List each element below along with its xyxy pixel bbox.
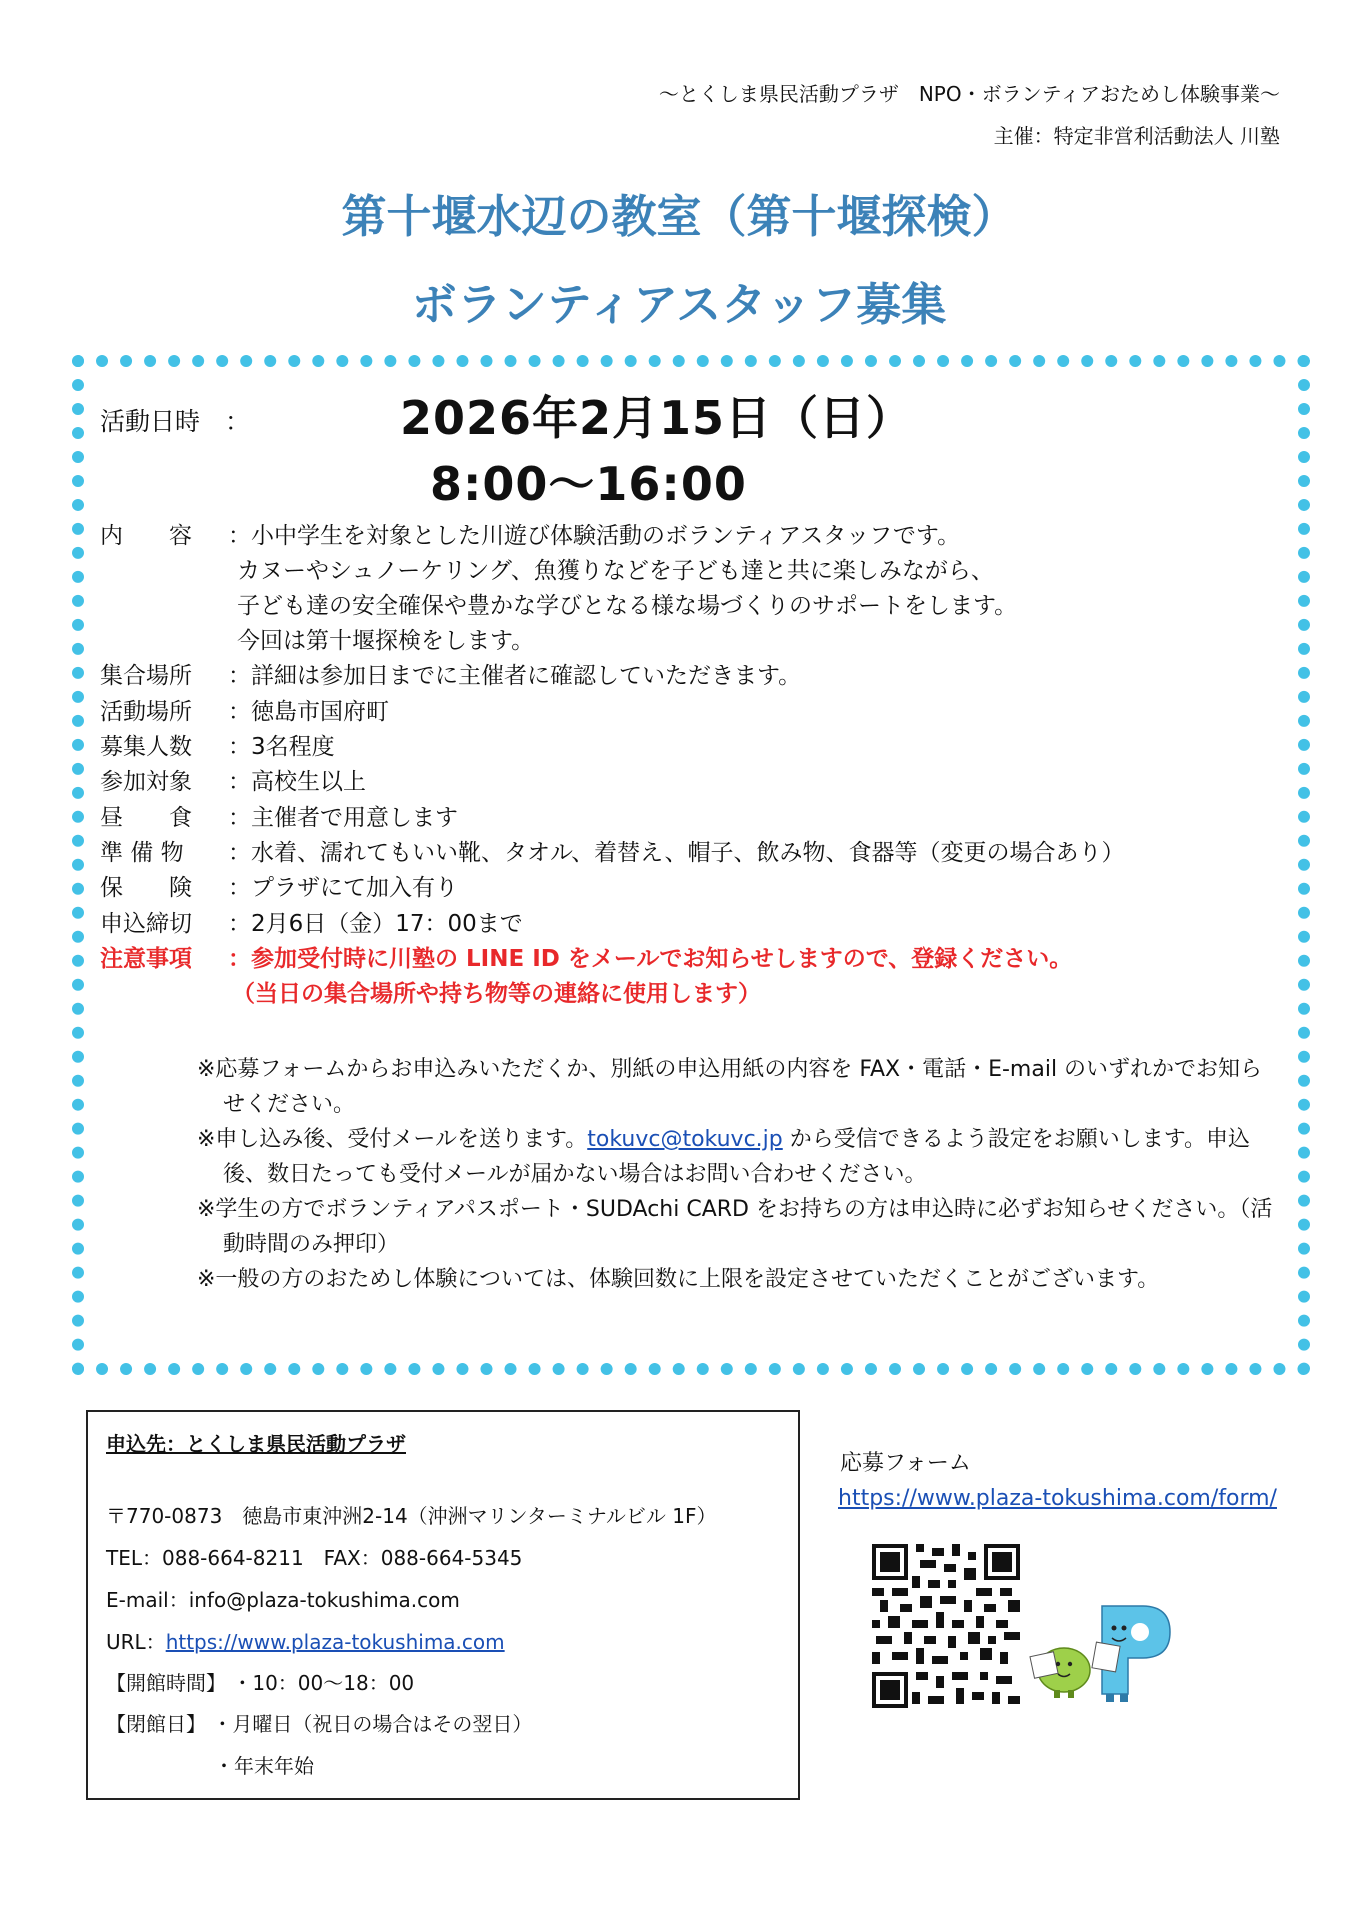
note-email-pre: ※申し込み後、受付メールを送ります。	[197, 1127, 588, 1152]
date-label: 活動日時 ：	[100, 407, 251, 436]
detail-row-recruit-count	[100, 731, 335, 763]
detail-label: 昼 食	[100, 805, 192, 831]
detail-row-meeting-place	[100, 660, 801, 692]
detail-value: ：詳細は参加日までに主催者に確認していただきます。	[228, 663, 802, 689]
detail-label: 保 険	[100, 875, 192, 901]
notice-label: 注意事項	[100, 946, 192, 972]
closed-day-2: ・年末年始	[214, 1754, 314, 1778]
detail-label: 申込締切	[100, 911, 192, 937]
note-apply: ※応募フォームからお申込みいただくか、別紙の申込用紙の内容を FAX・電話・E-mail のいずれかでお知らせください。	[197, 1057, 1263, 1117]
contact-email: E-mail：info@plaza-tokushima.com	[106, 1588, 460, 1612]
organizer: 主催：特定非営利活動法人 川塾	[993, 124, 1280, 148]
notice-row	[100, 943, 1072, 975]
page-subtitle: ボランティアスタッフ募集	[411, 278, 947, 331]
activity-time: 8:00～16:00	[430, 457, 747, 511]
contact-tel-fax: TEL：088-664-8211 FAX：088-664-5345	[106, 1546, 523, 1570]
contact-heading: 申込先：とくしま県民活動プラザ	[106, 1432, 406, 1456]
detail-row-belongings	[100, 837, 1125, 869]
note-email	[197, 1122, 1277, 1192]
qr-code-icon[interactable]	[872, 1544, 1020, 1708]
email-link[interactable]: tokuvc@tokuvc.jp	[587, 1127, 783, 1152]
detail-value: ：2月6日（金）17：00まで	[228, 911, 523, 937]
closed-days-line	[106, 1708, 532, 1737]
detail-label: 参加対象	[100, 769, 192, 795]
content-line-2: カヌーやシュノーケリング、魚獲りなどを子ども達と共に楽しみながら、	[237, 558, 994, 584]
mascot-icon	[1024, 1598, 1172, 1708]
contact-url-line	[106, 1626, 505, 1655]
detail-value: ：水着、濡れてもいい靴、タオル、着替え、帽子、飲み物、食器等（変更の場合あり）	[228, 840, 1125, 866]
note-student-card: ※学生の方でボランティアパスポート・SUDAchi CARD をお持ちの方は申込時に必ずお知らせください。（活動時間のみ押印）	[197, 1197, 1273, 1257]
detail-label: 準 備 物	[100, 840, 184, 866]
detail-label: 募集人数	[100, 734, 192, 760]
detail-label: 集合場所	[100, 663, 192, 689]
activity-date: 2026年2月15日（日）	[400, 391, 914, 445]
notes-block	[197, 1052, 1277, 1297]
content-line-1: ：小中学生を対象とした川遊び体験活動のボランティアスタッフです。	[228, 523, 961, 549]
opening-hours: 【開館時間】 ・10：00～18：00	[106, 1671, 415, 1695]
detail-row-location	[100, 696, 389, 728]
detail-value: ：プラザにて加入有り	[228, 875, 458, 901]
contact-address: 〒770-0873 徳島市東沖洲2-14（沖洲マリンターミナルビル 1F）	[106, 1504, 717, 1528]
note-trial-limit: ※一般の方のおためし体験については、体験回数に上限を設定させていただくことがございます。	[197, 1267, 1160, 1292]
contact-url-label: URL：	[106, 1630, 166, 1654]
content-line-3: 子ども達の安全確保や豊かな学びとなる様な場づくりのサポートをします。	[237, 593, 1018, 619]
form-label: 応募フォーム	[840, 1451, 971, 1476]
detail-row-lunch	[100, 802, 458, 834]
notice-sub: （当日の集合場所や持ち物等の連絡に使用します）	[232, 981, 761, 1007]
form-link[interactable]: https://www.plaza-tokushima.com/form/	[838, 1486, 1277, 1511]
closed-label: 【閉館日】	[106, 1712, 206, 1736]
note-email-post: から受信できるよう設定をお願いします。申込後、数日たっても受付メールが届かない場合はお問い合わせください。	[223, 1127, 1250, 1187]
detail-value: ：3名程度	[228, 734, 335, 760]
detail-row-insurance	[100, 872, 458, 904]
content-line-4: 今回は第十堰探検をします。	[237, 628, 535, 654]
detail-value: ：高校生以上	[228, 769, 366, 795]
detail-row-target	[100, 766, 366, 798]
detail-value: ：徳島市国府町	[228, 699, 389, 725]
detail-label: 活動場所	[100, 699, 192, 725]
project-name: ～とくしま県民活動プラザ NPO・ボランティアおためし体験事業～	[658, 82, 1280, 106]
content-label: 内 容	[100, 523, 192, 549]
notice-value: ：参加受付時に川塾の LINE ID をメールでお知らせしますので、登録ください。	[228, 946, 1073, 972]
page-title: 第十堰水辺の教室（第十堰探検）	[341, 190, 1017, 243]
plaza-website-link[interactable]: https://www.plaza-tokushima.com	[165, 1630, 505, 1654]
detail-row-deadline	[100, 908, 523, 940]
closed-day-1: ・月曜日（祝日の場合はその翌日）	[212, 1712, 533, 1736]
content-row	[100, 520, 960, 552]
detail-value: ：主催者で用意します	[228, 805, 458, 831]
